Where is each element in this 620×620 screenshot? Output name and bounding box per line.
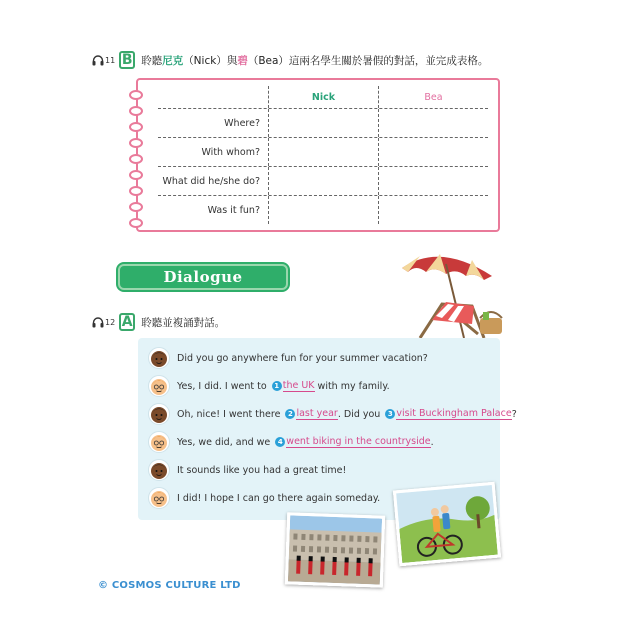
dialogue-title: Dialogue: [163, 268, 243, 286]
blank-number-badge: 1: [272, 381, 282, 391]
spiral-ring: [129, 170, 143, 180]
dialogue-line: [148, 459, 346, 481]
dialogue-line: [148, 347, 428, 369]
dialogue-text: Yes, I did. I went to 1 the UK with my family.: [177, 380, 390, 392]
blank-number-badge: 3: [385, 409, 395, 419]
notebook-table-card: [136, 78, 500, 232]
spiral-ring: [129, 154, 143, 164]
boy-glasses-avatar: [148, 431, 170, 453]
header-blank: [158, 86, 268, 108]
blank-number-badge: 4: [275, 437, 285, 447]
beach-umbrella-chair-art: [380, 246, 510, 342]
table-row: [158, 167, 488, 196]
dialogue-line: [148, 375, 390, 397]
boy-dark-avatar: [148, 347, 170, 369]
row-label: Was it fun?: [207, 204, 260, 216]
row-label: What did he/she do?: [162, 175, 260, 187]
section-letter-badge: A: [119, 313, 135, 331]
track-number: 11: [105, 55, 116, 65]
dialogue-text: I did! I hope I can go there again someday.: [177, 492, 381, 504]
nick-answer-cell[interactable]: [268, 109, 378, 137]
section-letter-badge: B: [119, 51, 135, 69]
bea-name-cn: 碧: [237, 54, 248, 67]
headphones-icon: [92, 55, 104, 66]
boy-glasses-avatar: [148, 375, 170, 397]
dialogue-line: [148, 431, 434, 453]
boy-dark-avatar: [148, 459, 170, 481]
dialogue-text: Did you go anywhere fun for your summer vacation?: [177, 352, 428, 364]
track-number: 12: [105, 317, 116, 327]
dialogue-text: Oh, nice! I went there 2 last year . Did you 3 visit Buckingham Palace ?: [177, 408, 517, 420]
bea-answer-cell[interactable]: [378, 109, 488, 137]
spiral-ring: [129, 122, 143, 132]
blank-answer: last year: [296, 408, 338, 419]
dialogue-text: Yes, we did, and we 4 went biking in the countryside .: [177, 436, 434, 448]
nick-name-cn: 尼克: [162, 54, 184, 67]
dialogue-line: [148, 487, 380, 509]
spiral-ring: [129, 138, 143, 148]
nick-answer-cell[interactable]: [268, 138, 378, 166]
spiral-ring: [129, 90, 143, 100]
spiral-ring: [129, 218, 143, 228]
section-b-instruction: 聆聽尼克（Nick）與碧（Bea）這兩名學生關於暑假的對話，並完成表格。: [141, 54, 489, 67]
section-b-heading: [92, 50, 488, 70]
copyright-text: © COSMOS CULTURE LTD: [98, 580, 241, 591]
table-row: [158, 138, 488, 167]
bea-answer-cell[interactable]: [378, 167, 488, 195]
spiral-ring: [129, 202, 143, 212]
spiral-ring: [129, 186, 143, 196]
bea-answer-cell[interactable]: [378, 196, 488, 224]
blank-answer: visit Buckingham Palace: [396, 408, 512, 419]
headphones-icon: [92, 317, 104, 328]
dialogue-banner: [118, 264, 288, 290]
blank-answer: the UK: [282, 380, 315, 391]
dialogue-text: It sounds like you had a great time!: [177, 464, 347, 476]
table-row: [158, 109, 488, 138]
table-header-row: [158, 86, 488, 109]
audio-track[interactable]: [92, 55, 115, 66]
row-label: With whom?: [201, 146, 260, 158]
biking-photo: [393, 482, 501, 567]
section-a-heading: [92, 312, 225, 332]
section-a-instruction: 聆聽並複誦對話。: [141, 316, 226, 329]
boy-glasses-avatar: [148, 487, 170, 509]
boy-dark-avatar: [148, 403, 170, 425]
row-label: Where?: [224, 117, 260, 129]
nick-answer-cell[interactable]: [268, 196, 378, 224]
palace-photo: [285, 512, 385, 587]
header-bea: Bea: [378, 86, 488, 108]
blank-answer: went biking in the countryside: [286, 436, 431, 447]
nick-answer-cell[interactable]: [268, 167, 378, 195]
audio-track[interactable]: [92, 317, 115, 328]
header-nick: Nick: [268, 86, 378, 108]
blank-number-badge: 2: [285, 409, 295, 419]
dialogue-line: [148, 403, 517, 425]
spiral-ring: [129, 106, 143, 116]
table-row: [158, 196, 488, 224]
summer-table: [158, 86, 488, 224]
bea-answer-cell[interactable]: [378, 138, 488, 166]
